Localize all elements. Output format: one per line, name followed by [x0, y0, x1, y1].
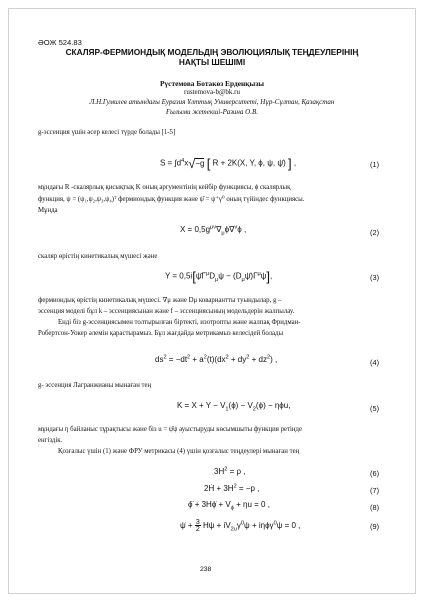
udc-code: ӘОЖ 524.83 [38, 38, 82, 47]
equation-3-number: (3) [370, 273, 380, 282]
text-after-eq3-line1: фермиондық өрістің кинетикалық мүшесі. ∇μ және Dμ ковариантты туындылар, g – [38, 297, 282, 304]
equation-4: $ds^2 = -dt^2 + a^2(t)(dx^2 + dy^2 + dz^2)$ , [155, 354, 278, 364]
equation-3: $Y = 0,5i[\psī\Gamma^\mu D_\mu\psi$ − $(D_\mu\psī)\Gamma^\mu\psi$], [165, 269, 273, 284]
text-after-eq1-line2: функция, ψ = (ψ₁,ψ₂,ψ₃,ψ₄)ᵀ фермиондық функция және ψ̄ = ψ⁺γ⁰ оның түйіндес функциясы. [38, 196, 305, 203]
text-after-eq3-line3: Енді біз g-эссенциясымен толтырылған біртекті, изотропты және жалпақ Фридман- [58, 319, 301, 326]
text-after-eq5-line1: мұндағы η байланыс тұрақтысы және біз u = ψ̄ψ ауыстыруды көсымшыты функция ретінде [38, 426, 302, 433]
equation-5-number: (5) [370, 404, 380, 413]
equation-7-number: (7) [370, 486, 380, 495]
scientific-advisor: Ғылыми жетекші-Разина О.В. [166, 108, 258, 116]
equation-7: 2Ḣ + $3H^2 = -p$ , [204, 483, 260, 493]
equation-9: ψ̇ + 3 2 $H\psi + iV_{2u}\gamma^0\psi + i\eta\phi\gamma^0\psi = 0$ , [180, 519, 301, 533]
title-line-1: СКАЛЯР-ФЕРМИОНДЫҚ МОДЕЛЬДІҢ ЭВОЛЮЦИЯЛЫҚ ТЕҢДЕУЛЕРІНІҢ [65, 47, 359, 57]
equation-6: $3H^2 = \rho$ , [214, 466, 246, 476]
equation-5: $K = X + Y - V_1(\phi) - V_2(\phi) - \eta\phi u$, [177, 401, 291, 413]
text-after-eq1-line1: мұндағы R -скалярлық қисықтық K оның аргументінің кейбір функциясы, ϕ скалярлық [38, 184, 291, 191]
equation-4-number: (4) [370, 358, 380, 367]
intro-text: g-эссенция үшін әсер келесі түрде болады [1-5] [38, 129, 176, 136]
equation-1: $S = \int d^4x√-g$ [ R + 2K(X, Y, ϕ, ψ, ψ̄) ] , [160, 156, 297, 171]
equation-8: ϕ̈ + 3Hϕ̇ + $V_\phi + \eta u = 0$ , [188, 500, 270, 512]
equation-2-number: (2) [370, 228, 380, 237]
text-after-eq5-line2: енгіздік. [38, 437, 63, 444]
title-line-2: НАҚТЫ ШЕШІМІ [178, 57, 246, 67]
text-after-eq4: g- эссенция Лагранжианы мынаған тең [38, 382, 152, 389]
equation-8-number: (8) [370, 503, 380, 512]
equation-9-number: (9) [370, 522, 380, 531]
text-after-eq2: скаляр өрістің кинетикалық мүшесі және [38, 253, 158, 260]
equation-1-number: (1) [370, 160, 380, 169]
author-name: Рүстемова Ботакөз Ерденқызы [159, 79, 265, 88]
equation-2: $X = 0,5g^{\mu\nu}\nabla_\mu\phi\nabla^\nu\phi$ , [180, 224, 247, 237]
text-after-eq3-line2: эссенция моделі бұл k – эссенциясынан және f – эссенциясының модельдерін жалпылау. [38, 308, 295, 315]
page-number: 238 [200, 566, 212, 573]
text-after-eq5-line3: Қозғалыс үшін (1) және ФРУ метрикасы (4) үшін қозғалыс теңдеулері мынаған тең [58, 448, 300, 455]
text-after-eq3-line4: Робертсон-Уокер әлемін қарастырамыз. Бұл жағдайда метрикамыз келесідей болады [38, 330, 284, 337]
equation-6-number: (6) [370, 469, 380, 478]
text-after-eq1-line3: Мұнда [38, 207, 58, 214]
author-email: rustemova-b@bk.ru [183, 88, 241, 96]
author-affiliation: Л.Н.Гумилев атындағы Еуразия Ұлттық Университеті, Нұр-Сұлтан, Қазақстан [89, 98, 335, 106]
